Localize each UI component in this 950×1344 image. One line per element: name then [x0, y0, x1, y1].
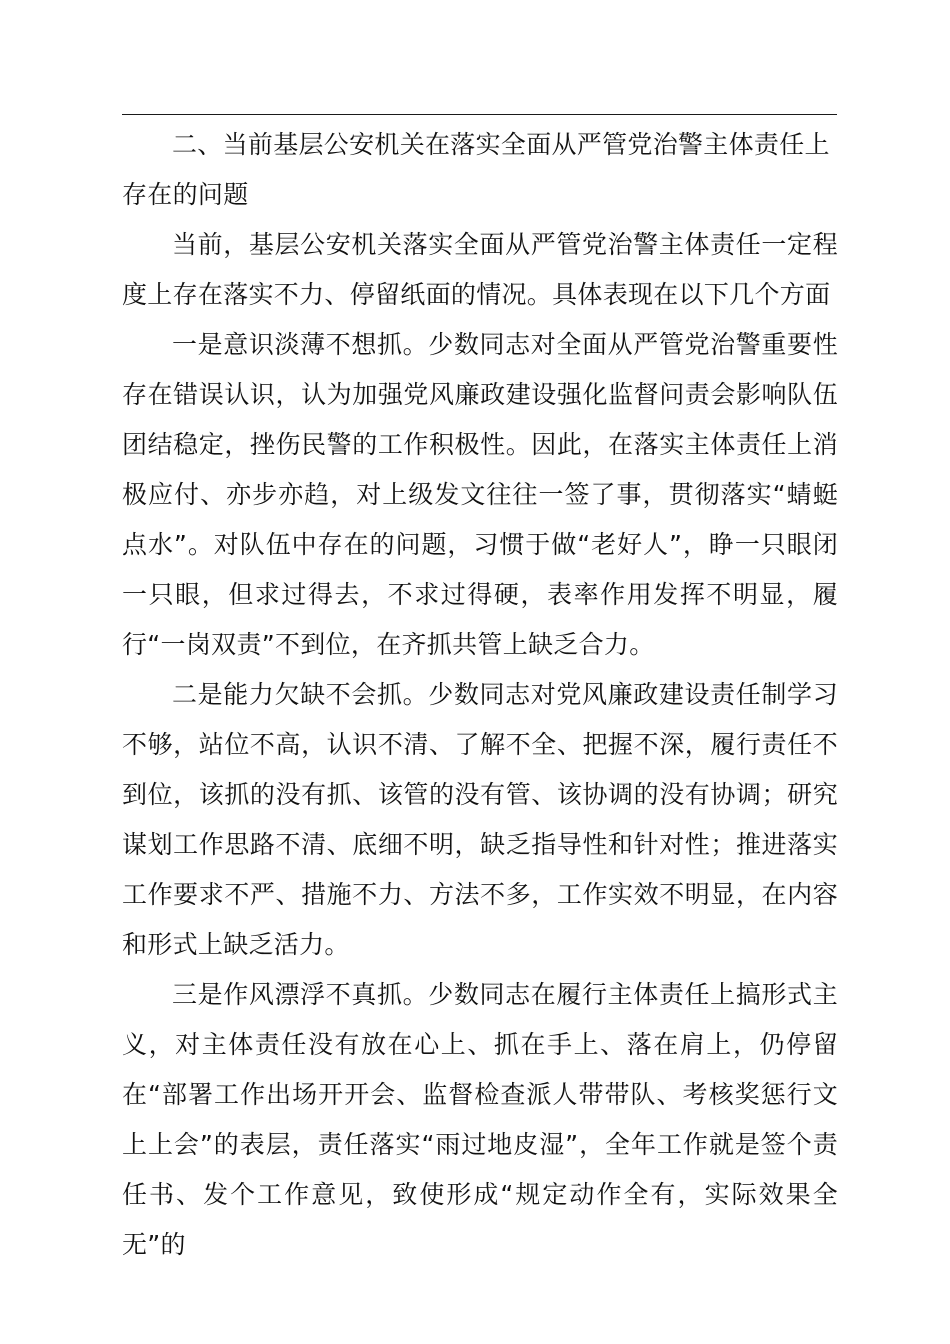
- section-heading: 二、当前基层公安机关在落实全面从严管党治警主体责任上存在的问题: [122, 130, 830, 209]
- document-body: [122, 120, 838, 1270]
- paragraph-point-3: 三是作风漂浮不真抓。少数同志在履行主体责任上搞形式主义，对主体责任没有放在心上、抓在手上、落在肩上，仍停留在“部署工作出场开开会、监督检查派人带带队、考核奖惩行文上上会”的表层，责任落实“雨过地皮湿”，全年工作就是签个责任书、发个工作意见，致使形成“规定动作全有，实际效果全无”的: [122, 980, 838, 1259]
- header-rule: [122, 114, 837, 115]
- paragraph-point-2: 二是能力欠缺不会抓。少数同志对党风廉政建设责任制学习不够，站位不高，认识不清、了解不全、把握不深，履行责任不到位，该抓的没有抓、该管的没有管、该协调的没有协调；研究谋划工作思路不清、底细不明，缺乏指导性和针对性；推进落实工作要求不严、措施不力、方法不多，工作实效不明显，在内容和形式上缺乏活力。: [122, 680, 838, 959]
- paragraph-point-1: 一是意识淡薄不想抓。少数同志对全面从严管党治警重要性存在错误认识，认为加强党风廉政建设强化监督问责会影响队伍团结稳定，挫伤民警的工作积极性。因此，在落实主体责任上消极应付、亦步亦趋，对上级发文往往一签了事，贯彻落实“蜻蜓点水”。对队伍中存在的问题，习惯于做“老好人”，睁一只眼闭一只眼，但求过得去，不求过得硬，表率作用发挥不明显，履行“一岗双责”不到位，在齐抓共管上缺乏合力。: [122, 330, 838, 659]
- paragraph-intro: 当前，基层公安机关落实全面从严管党治警主体责任一定程度上存在落实不力、停留纸面的情况。具体表现在以下几个方面: [122, 230, 838, 309]
